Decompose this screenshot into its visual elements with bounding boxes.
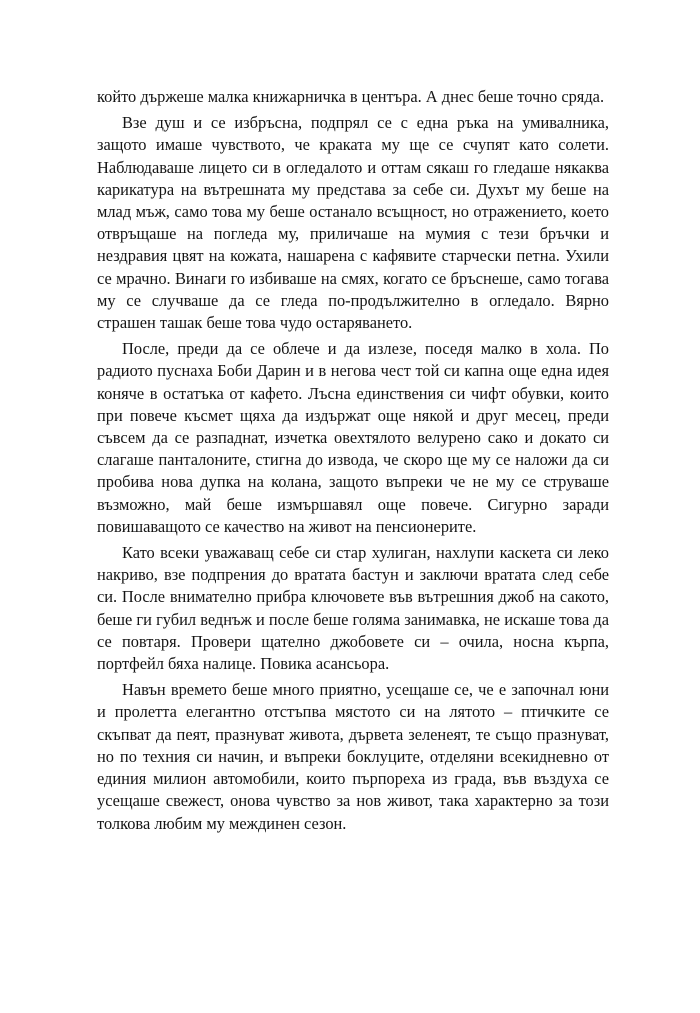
paragraph-1: който държеше малка книжарничка в центъра. А днес беше точно сряда.: [97, 87, 605, 106]
paragraph-5: Навън времето беше много приятно, усещаше се, че е започнал юни и пролетта елегантно отстъпва мястото си на лятото – птичките се скъпват да пеят, празнуват живота, дървета зеленеят, те също празнуват, но по техния си начин, и въпреки боклуците, отделяни всекидневно от единия милион автомобили, които пърпореха из града, във въздуха се усещаше свежест, онова чувство за нов живот, така характерно за този толкова любим му междинен сезон.: [97, 680, 609, 833]
paragraph-4: Като всеки уважаващ себе си стар хулиган, нахлупи каскета си леко накриво, взе подпрения до вратата бастун и заключи вратата след себе си. После внимателно прибра ключовете във вътрешния джоб на сакото, беше ги губил веднъж и после беше голяма занимавка, не искаше това да се повтаря. Провери щателно джобовете си – очила, носна кърпа, портфейл бяха налице. Повика асансьора.: [97, 543, 609, 674]
document-page: [97, 86, 609, 839]
paragraph-2: Взе душ и се избръсна, подпрял се с една ръка на умивалника, защото имаше чувството, че краката му ще се счупят като солети. Наблюдаваше лицето си в огледалото и оттам сякаш го гледаше някаква карикатура на вътрешната му представа за себе си. Духът му беше на млад мъж, само това му беше останало всъщност, но отражението, което отвръщаше на погледа му, приличаше на мумия с тези бръчки и нездравия цвят на кожата, нашарена с кафявите старчески петна. Ухили се мрачно. Винаги го избиваше на смях, когато се бръснеше, само тогава му се случваше да се гледа по-продължително в огледало. Вярно страшен ташак беше това чудо остаряването.: [97, 113, 609, 333]
paragraph-3: После, преди да се облече и да излезе, поседя малко в хола. По радиото пуснаха Боби Дарин и в негова чест той си капна още една идея коняче в остатъка от кафето. Лъсна единствения си чифт обувки, които при повече късмет щяха да издържат още някой и друг месец, преди съвсем да се разпаднат, изчетка овехтялото велурено сако и докато си слагаше панталоните, стигна до извода, че скоро ще му се наложи да си пробива нова дупка на колана, защото въпреки че не му се струваше възможно, май беше измършавял още повече. Сигурно заради повишаващото се качество на живот на пенсионерите.: [97, 339, 609, 536]
